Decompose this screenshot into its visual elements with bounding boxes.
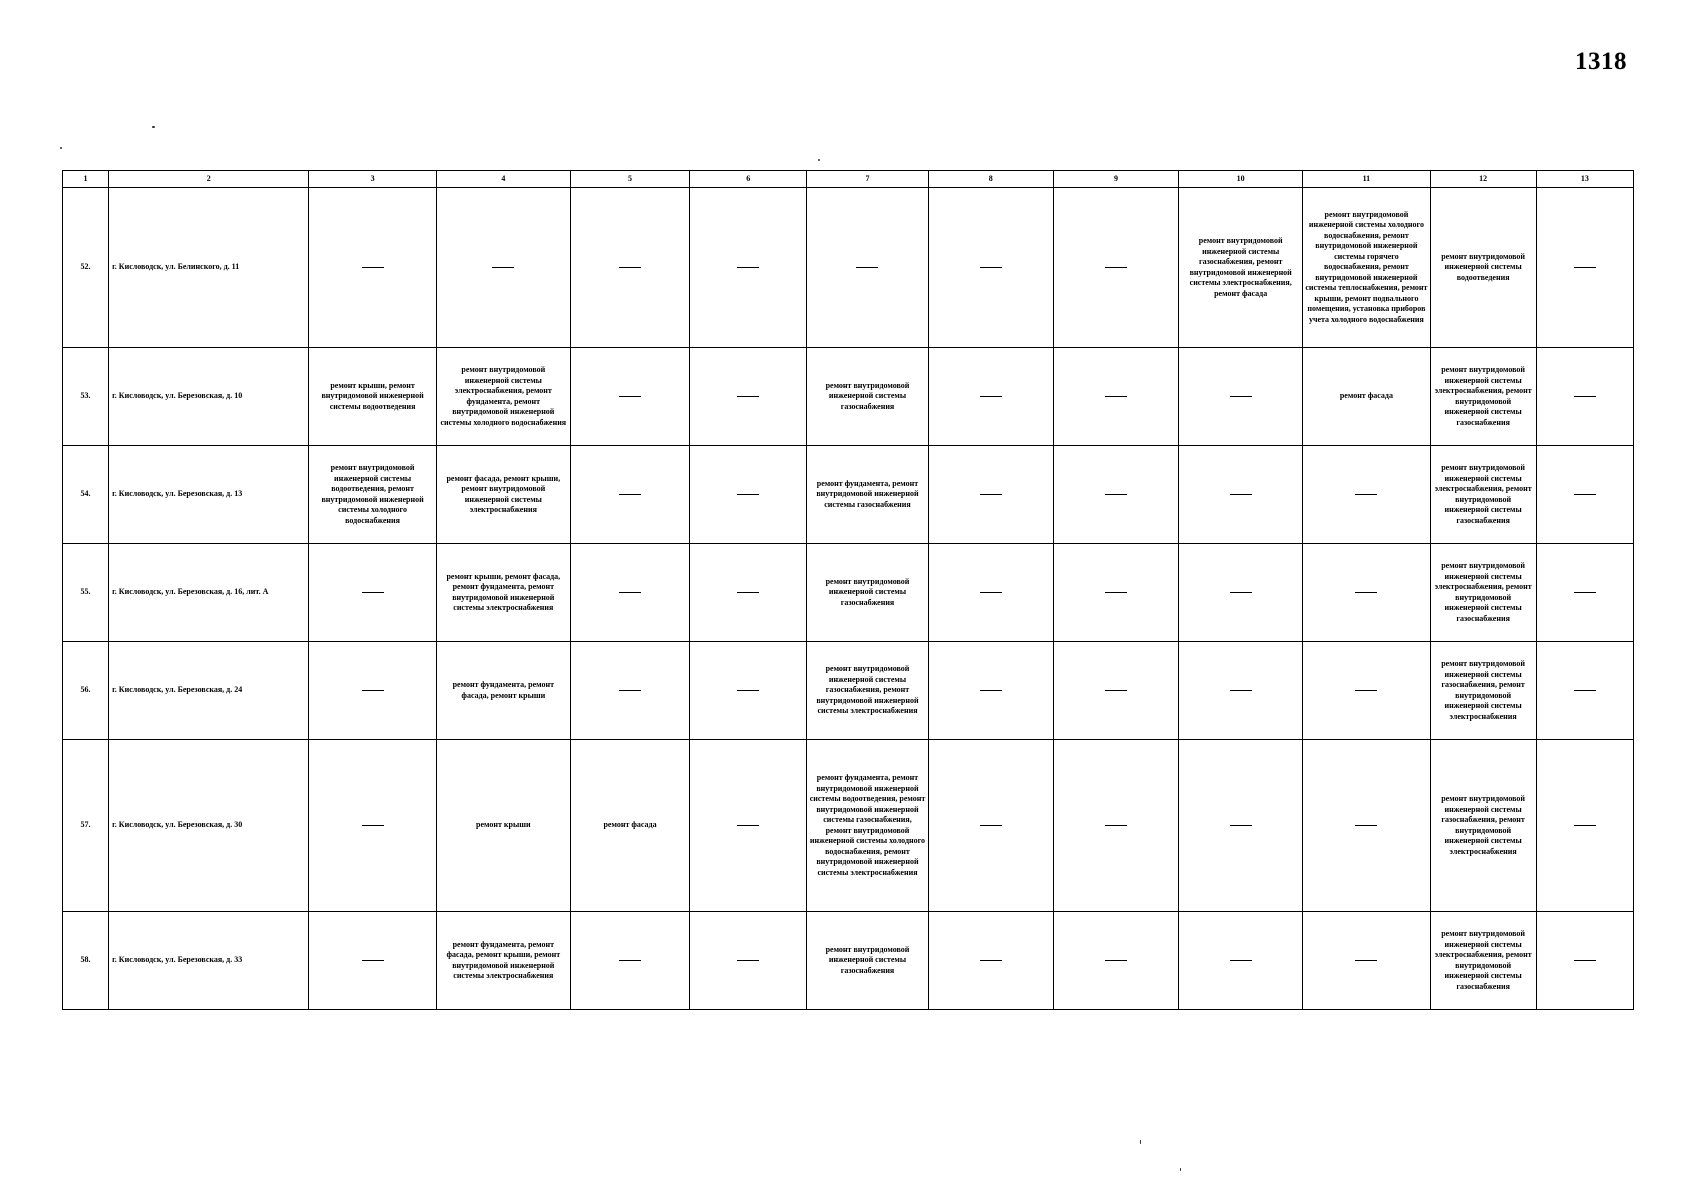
- scan-speck: [152, 126, 155, 128]
- dash-mark: [619, 592, 641, 593]
- dash-mark: [619, 960, 641, 961]
- dash-mark: [980, 592, 1002, 593]
- work-cell-13: [1536, 740, 1633, 912]
- work-cell-6: [690, 740, 807, 912]
- dash-mark: [619, 267, 641, 268]
- work-cell-4: ремонт фасада, ремонт крыши, ремонт внутридомовой инженерной системы электроснабжения: [436, 446, 570, 544]
- work-cell-5: [570, 188, 689, 348]
- work-cell-7: ремонт фундамента, ремонт внутридомовой инженерной системы газоснабжения: [807, 446, 928, 544]
- work-cell-6: [690, 188, 807, 348]
- work-cell-7: ремонт внутридомовой инженерной системы газоснабжения, ремонт внутридомовой инженерной системы электроснабжения: [807, 642, 928, 740]
- dash-mark: [619, 690, 641, 691]
- column-number-header: 11: [1303, 171, 1430, 188]
- scan-speck: [1140, 1140, 1141, 1144]
- dash-mark: [1230, 494, 1252, 495]
- dash-mark: [1105, 267, 1127, 268]
- work-cell-10: [1179, 642, 1303, 740]
- work-cell-8: [928, 544, 1053, 642]
- column-number-header: 13: [1536, 171, 1633, 188]
- dash-mark: [1574, 396, 1596, 397]
- work-cell-9: [1053, 446, 1178, 544]
- column-number-header: 9: [1053, 171, 1178, 188]
- dash-mark: [492, 267, 514, 268]
- work-cell-4: ремонт крыши: [436, 740, 570, 912]
- work-cell-4: ремонт фундамента, ремонт фасада, ремонт крыши, ремонт внутридомовой инженерной системы электроснабжения: [436, 912, 570, 1010]
- dash-mark: [362, 960, 384, 961]
- table-row: [63, 446, 1634, 544]
- work-cell-9: [1053, 348, 1178, 446]
- dash-mark: [1230, 592, 1252, 593]
- dash-mark: [1355, 690, 1377, 691]
- work-cell-10: ремонт внутридомовой инженерной системы газоснабжения, ремонт внутридомовой инженерной системы электроснабжения, ремонт фасада: [1179, 188, 1303, 348]
- dash-mark: [1355, 960, 1377, 961]
- work-cell-11: [1303, 642, 1430, 740]
- work-cell-4: ремонт крыши, ремонт фасада, ремонт фундамента, ремонт внутридомовой инженерной системы электроснабжения: [436, 544, 570, 642]
- dash-mark: [980, 960, 1002, 961]
- dash-mark: [1230, 396, 1252, 397]
- column-number-header: 7: [807, 171, 928, 188]
- work-cell-11: [1303, 446, 1430, 544]
- table-row: [63, 348, 1634, 446]
- dash-mark: [980, 267, 1002, 268]
- work-cell-10: [1179, 740, 1303, 912]
- work-cell-8: [928, 446, 1053, 544]
- work-cell-12: ремонт внутридомовой инженерной системы электроснабжения, ремонт внутридомовой инженерной системы газоснабжения: [1430, 348, 1536, 446]
- work-cell-6: [690, 544, 807, 642]
- work-cell-8: [928, 642, 1053, 740]
- row-number-cell: 53.: [63, 348, 109, 446]
- dash-mark: [619, 396, 641, 397]
- work-cell-11: [1303, 740, 1430, 912]
- dash-mark: [737, 494, 759, 495]
- work-cell-4: ремонт фундамента, ремонт фасада, ремонт крыши: [436, 642, 570, 740]
- work-cell-10: [1179, 912, 1303, 1010]
- dash-mark: [1230, 690, 1252, 691]
- scan-speck: [1180, 1168, 1181, 1171]
- work-cell-10: [1179, 348, 1303, 446]
- scan-speck: [60, 147, 62, 149]
- work-cell-9: [1053, 188, 1178, 348]
- work-cell-7: ремонт фундамента, ремонт внутридомовой инженерной системы водоотведения, ремонт внутридомовой инженерной системы газоснабжения, ремонт внутридомовой инженерной системы холодного водоснабжения, ремонт внутридомовой инженерной системы электроснабжения: [807, 740, 928, 912]
- table-body: [63, 188, 1634, 1010]
- dash-mark: [1105, 690, 1127, 691]
- dash-mark: [1105, 960, 1127, 961]
- work-cell-10: [1179, 544, 1303, 642]
- address-cell: г. Кисловодск, ул. Березовская, д. 13: [109, 446, 309, 544]
- table-row: [63, 544, 1634, 642]
- work-cell-8: [928, 740, 1053, 912]
- work-cell-7: ремонт внутридомовой инженерной системы газоснабжения: [807, 544, 928, 642]
- work-cell-11: [1303, 544, 1430, 642]
- work-cell-5: [570, 912, 689, 1010]
- work-cell-5: [570, 544, 689, 642]
- work-cell-5: ремонт фасада: [570, 740, 689, 912]
- work-cell-8: [928, 348, 1053, 446]
- column-number-header: 10: [1179, 171, 1303, 188]
- work-cell-12: ремонт внутридомовой инженерной системы газоснабжения, ремонт внутридомовой инженерной системы электроснабжения: [1430, 642, 1536, 740]
- work-cell-3: [309, 642, 436, 740]
- dash-mark: [1105, 592, 1127, 593]
- dash-mark: [1574, 592, 1596, 593]
- dash-mark: [737, 396, 759, 397]
- dash-mark: [1105, 494, 1127, 495]
- work-cell-7: [807, 188, 928, 348]
- work-cell-6: [690, 348, 807, 446]
- work-cell-6: [690, 446, 807, 544]
- dash-mark: [1574, 494, 1596, 495]
- dash-mark: [737, 960, 759, 961]
- work-cell-3: [309, 740, 436, 912]
- table-row: [63, 740, 1634, 912]
- work-cell-8: [928, 912, 1053, 1010]
- dash-mark: [737, 825, 759, 826]
- address-cell: г. Кисловодск, ул. Березовская, д. 10: [109, 348, 309, 446]
- column-number-header: 3: [309, 171, 436, 188]
- dash-mark: [856, 267, 878, 268]
- work-cell-12: ремонт внутридомовой инженерной системы электроснабжения, ремонт внутридомовой инженерной системы газоснабжения: [1430, 446, 1536, 544]
- work-cell-9: [1053, 544, 1178, 642]
- column-number-header: 1: [63, 171, 109, 188]
- dash-mark: [980, 690, 1002, 691]
- column-number-header: 2: [109, 171, 309, 188]
- work-cell-13: [1536, 188, 1633, 348]
- work-cell-5: [570, 642, 689, 740]
- address-cell: г. Кисловодск, ул. Березовская, д. 16, лит. А: [109, 544, 309, 642]
- repair-schedule-table: [62, 170, 1634, 1010]
- column-number-header: 4: [436, 171, 570, 188]
- scan-speck: [818, 159, 820, 161]
- dash-mark: [1574, 825, 1596, 826]
- work-cell-3: ремонт крыши, ремонт внутридомовой инженерной системы водоотведения: [309, 348, 436, 446]
- dash-mark: [737, 592, 759, 593]
- dash-mark: [1105, 825, 1127, 826]
- dash-mark: [1574, 267, 1596, 268]
- dash-mark: [1355, 825, 1377, 826]
- row-number-cell: 58.: [63, 912, 109, 1010]
- work-cell-9: [1053, 740, 1178, 912]
- dash-mark: [1574, 960, 1596, 961]
- work-cell-6: [690, 912, 807, 1010]
- work-cell-6: [690, 642, 807, 740]
- column-number-header: 8: [928, 171, 1053, 188]
- work-cell-3: [309, 188, 436, 348]
- table-row: [63, 188, 1634, 348]
- column-number-header: 12: [1430, 171, 1536, 188]
- work-cell-13: [1536, 446, 1633, 544]
- table-row: [63, 642, 1634, 740]
- dash-mark: [362, 267, 384, 268]
- dash-mark: [362, 825, 384, 826]
- work-cell-13: [1536, 544, 1633, 642]
- address-cell: г. Кисловодск, ул. Березовская, д. 30: [109, 740, 309, 912]
- work-cell-13: [1536, 642, 1633, 740]
- address-cell: г. Кисловодск, ул. Березовская, д. 24: [109, 642, 309, 740]
- work-cell-11: ремонт фасада: [1303, 348, 1430, 446]
- work-cell-4: [436, 188, 570, 348]
- table-row: [63, 912, 1634, 1010]
- row-number-cell: 57.: [63, 740, 109, 912]
- work-cell-12: ремонт внутридомовой инженерной системы водоотведения: [1430, 188, 1536, 348]
- work-cell-8: [928, 188, 1053, 348]
- dash-mark: [980, 396, 1002, 397]
- work-cell-7: ремонт внутридомовой инженерной системы газоснабжения: [807, 912, 928, 1010]
- dash-mark: [1105, 396, 1127, 397]
- column-number-header: 6: [690, 171, 807, 188]
- work-cell-10: [1179, 446, 1303, 544]
- work-cell-3: [309, 544, 436, 642]
- dash-mark: [737, 690, 759, 691]
- dash-mark: [619, 494, 641, 495]
- row-number-cell: 52.: [63, 188, 109, 348]
- work-cell-7: ремонт внутридомовой инженерной системы газоснабжения: [807, 348, 928, 446]
- dash-mark: [1355, 592, 1377, 593]
- dash-mark: [737, 267, 759, 268]
- dash-mark: [980, 494, 1002, 495]
- dash-mark: [1230, 825, 1252, 826]
- row-number-cell: 54.: [63, 446, 109, 544]
- work-cell-13: [1536, 912, 1633, 1010]
- column-number-header: 5: [570, 171, 689, 188]
- row-number-cell: 56.: [63, 642, 109, 740]
- work-cell-11: ремонт внутридомовой инженерной системы холодного водоснабжения, ремонт внутридомовой инженерной системы горячего водоснабжения, ремонт внутридомовой инженерной системы теплоснабжения, ремонт крыши, ремонт подвального помещения, установка приборов учета холодного водоснабжения: [1303, 188, 1430, 348]
- dash-mark: [1355, 494, 1377, 495]
- work-cell-9: [1053, 912, 1178, 1010]
- work-cell-3: ремонт внутридомовой инженерной системы водоотведения, ремонт внутридомовой инженерной системы холодного водоснабжения: [309, 446, 436, 544]
- address-cell: г. Кисловодск, ул. Белинского, д. 11: [109, 188, 309, 348]
- work-cell-5: [570, 348, 689, 446]
- dash-mark: [362, 690, 384, 691]
- dash-mark: [362, 592, 384, 593]
- work-cell-9: [1053, 642, 1178, 740]
- work-cell-12: ремонт внутридомовой инженерной системы газоснабжения, ремонт внутридомовой инженерной системы электроснабжения: [1430, 740, 1536, 912]
- work-cell-12: ремонт внутридомовой инженерной системы электроснабжения, ремонт внутридомовой инженерной системы газоснабжения: [1430, 912, 1536, 1010]
- work-cell-5: [570, 446, 689, 544]
- dash-mark: [1230, 960, 1252, 961]
- page-number: 1318: [1575, 48, 1627, 75]
- work-cell-3: [309, 912, 436, 1010]
- column-number-row: [63, 171, 1634, 188]
- work-cell-12: ремонт внутридомовой инженерной системы электроснабжения, ремонт внутридомовой инженерной системы газоснабжения: [1430, 544, 1536, 642]
- dash-mark: [1574, 690, 1596, 691]
- work-cell-11: [1303, 912, 1430, 1010]
- row-number-cell: 55.: [63, 544, 109, 642]
- work-cell-13: [1536, 348, 1633, 446]
- dash-mark: [980, 825, 1002, 826]
- address-cell: г. Кисловодск, ул. Березовская, д. 33: [109, 912, 309, 1010]
- work-cell-4: ремонт внутридомовой инженерной системы электроснабжения, ремонт фундамента, ремонт внутридомовой инженерной системы холодного водоснабжения: [436, 348, 570, 446]
